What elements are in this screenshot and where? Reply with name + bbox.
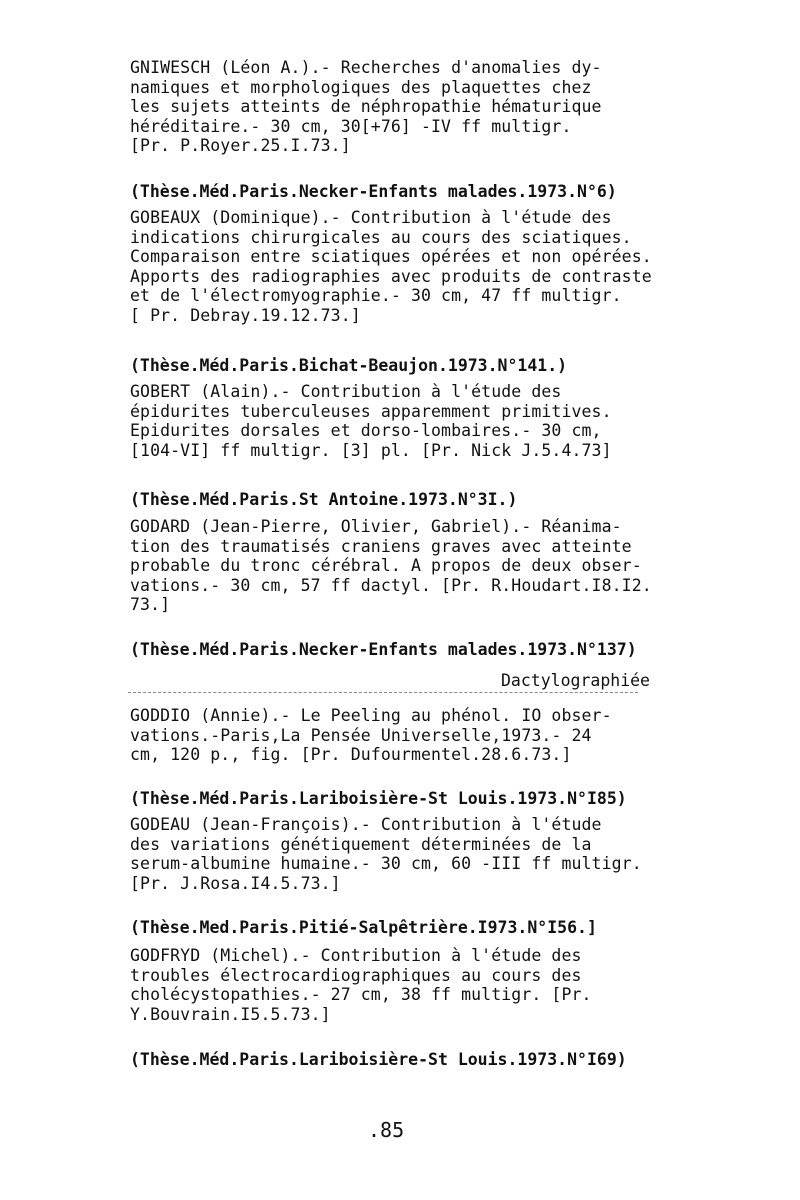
entry-line: [Pr. P.Royer.25.I.73.] xyxy=(130,136,351,156)
entry-line: [ Pr. Debray.19.12.73.] xyxy=(130,305,361,325)
entry-line: indications chirurgicales au cours des sciatiques. xyxy=(130,227,632,247)
thesis-reference: (Thèse.Méd.Paris.Lariboisière-St Louis.1973.N°I69) xyxy=(130,1050,627,1069)
entry-line: namiques et morphologiques des plaquettes chez xyxy=(130,77,592,97)
entry-godeau xyxy=(130,815,670,893)
page-number: .85 xyxy=(368,1118,405,1142)
entry-line: GODDIO (Annie).- Le Peeling au phénol. IO obser- xyxy=(130,706,612,725)
entry-line: troubles électrocardiographiques au cours des xyxy=(130,965,582,985)
entry-line: [104-VI] ff multigr. [3] pl. [Pr. Nick J.5.4.73] xyxy=(130,440,612,460)
entry-line: vations.-Paris,La Pensée Universelle,1973.- 24 xyxy=(130,725,592,745)
entry-line: Comparaison entre sciatiques opérées et non opérées. xyxy=(130,247,652,267)
entry-goddio xyxy=(130,706,670,765)
entry-line: GOBEAUX (Dominique).- Contribution à l'étude des xyxy=(130,208,612,227)
entry-gniwesch xyxy=(130,58,670,156)
entry-line: cholécystopathies.- 27 cm, 38 ff multigr. [Pr. xyxy=(130,985,592,1005)
entry-line: vations.- 30 cm, 57 ff dactyl. [Pr. R.Houdart.I8.I2. xyxy=(130,575,652,595)
entry-line: GODFRYD (Michel).- Contribution à l'étude des xyxy=(130,946,582,965)
entry-gobeaux xyxy=(130,208,670,326)
entry-line: Y.Bouvrain.I5.5.73.] xyxy=(130,1004,331,1024)
entry-godard xyxy=(130,517,670,615)
divider xyxy=(128,692,638,693)
entry-line: Apports des radiographies avec produits de contraste xyxy=(130,266,652,286)
entry-line: GOBERT (Alain).- Contribution à l'étude des xyxy=(130,382,562,401)
entry-line: 73.] xyxy=(130,595,171,615)
entry-line: cm, 120 p., fig. [Pr. Dufourmentel.28.6.73.] xyxy=(130,745,572,765)
entry-line: [Pr. J.Rosa.I4.5.73.] xyxy=(130,873,341,893)
typed-note: Dactylographiée xyxy=(500,671,650,690)
entry-line: héréditaire.- 30 cm, 30[+76] -IV ff multigr. xyxy=(130,116,572,136)
entry-line: des variations génétiquement déterminées de la xyxy=(130,834,592,854)
entry-line: épidurites tuberculeuses apparemment primitives. xyxy=(130,401,612,421)
thesis-reference: (Thèse.Méd.Paris.Bichat-Beaujon.1973.N°141.) xyxy=(130,356,568,375)
entry-line: GODEAU (Jean-François).- Contribution à l'étude xyxy=(130,815,602,834)
entry-godfryd xyxy=(130,946,670,1024)
entry-line: tion des traumatisés craniens graves avec atteinte xyxy=(130,536,632,556)
entry-line: et de l'électromyographie.- 30 cm, 47 ff multigr. xyxy=(130,286,622,306)
entry-line: serum-albumine humaine.- 30 cm, 60 -III ff multigr. xyxy=(130,854,642,874)
entry-line: les sujets atteints de néphropathie hématurique xyxy=(130,97,602,117)
thesis-reference: (Thèse.Méd.Paris.Necker-Enfants malades.1973.N°137) xyxy=(130,640,637,659)
thesis-reference: (Thèse.Méd.Paris.Necker-Enfants malades.1973.N°6) xyxy=(130,182,617,201)
thesis-reference: (Thèse.Méd.Paris.Lariboisière-St Louis.1973.N°I85) xyxy=(130,789,627,808)
entry-line: probable du tronc cérébral. A propos de deux obser- xyxy=(130,556,642,576)
thesis-reference: (Thèse.Méd.Paris.St Antoine.1973.N°3I.) xyxy=(130,490,518,509)
entry-line: GODARD (Jean-Pierre, Olivier, Gabriel).- Réanima- xyxy=(130,517,622,536)
entry-line: Epidurites dorsales et dorso-lombaires.- 30 cm, xyxy=(130,421,602,441)
entry-line: GNIWESCH (Léon A.).- Recherches d'anomalies dy- xyxy=(130,58,602,77)
entry-gobert xyxy=(130,382,670,460)
thesis-reference: (Thèse.Med.Paris.Pitié-Salpêtrière.I973.N°I56.] xyxy=(130,918,597,937)
